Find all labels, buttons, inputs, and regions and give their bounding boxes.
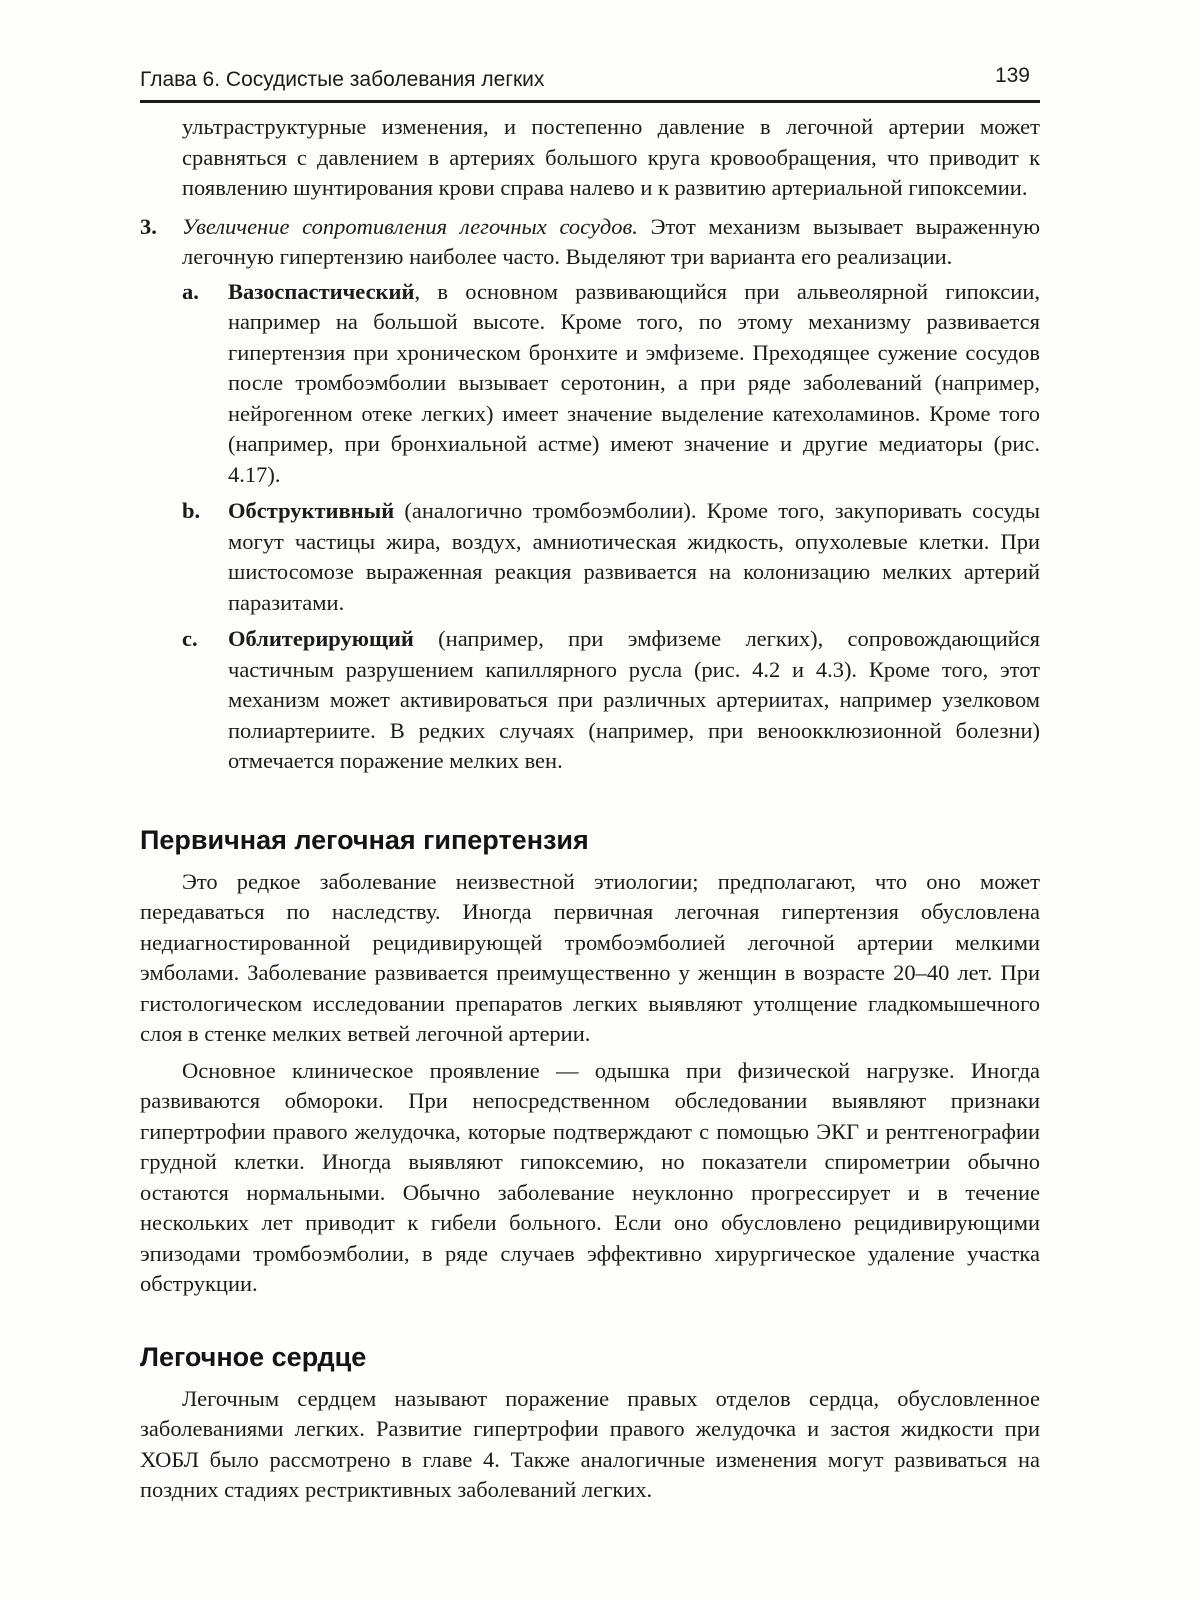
sub-item-a — [182, 277, 1040, 491]
continued-paragraph: ультраструктурные изменения, и постепенно давление в легочной артерии может сравняться с давлением в артериях большого круга кровообращения, что приводит к появлению шунтирования крови справа налево и к развитию артериальной гипоксемии. — [182, 114, 1040, 200]
sub-item-b — [182, 496, 1040, 618]
list-marker: 3. — [140, 213, 157, 239]
page-number: 139 — [994, 64, 1030, 87]
sub-item-paragraph — [228, 496, 1040, 618]
sub-item-marker: b. — [182, 498, 201, 523]
running-header — [140, 60, 1040, 103]
section-paragraph: Это редкое заболевание неизвестной этиологии; предполагают, что оно может передаваться по наследству. Иногда первичная легочная гипертензия обусловлена недиагностированной рецидивирующей тромбоэмболией легочной артерии мелкими эмболами. Заболевание развивается преимущественно у женщин в возрасте 20–40 лет. При гистологическом исследовании препаратов легких выявляют утолщение гладкомышечного слоя в стенке мелких ветвей легочной артерии. — [140, 868, 1040, 1046]
list-item-title: Увеличение сопротивления легочных сосудов. — [182, 213, 638, 239]
section-paragraph: Легочным сердцем называют поражение правых отделов сердца, обусловленное заболеваниями легких. Развитие гипертрофии правого желудочка и застоя жидкости при ХОБЛ было рассмотрено в главе 4. Также аналогичные изменения могут развиваться на поздних стадиях рестриктивных заболеваний легких. — [140, 1385, 1040, 1502]
section-paragraph: Основное клиническое проявление — одышка при физической нагрузке. Иногда развиваются обмороки. При непосредственном обследовании выявляют признаки гипертрофии правого желудочка, которые подтверждают с помощью ЭКГ и рентгенографии грудной клетки. Иногда выявляют гипоксемию, но показатели спирометрии обычно остаются нормальными. Обычно заболевание неуклонно прогрессирует и в течение нескольких лет приводит к гибели больного. Если оно обусловлено рецидивирующими эпизодами тромбоэмболии, в ряде случаев эффективно хирургическое удаление участка обструкции. — [140, 1057, 1040, 1296]
section-heading-cor-pulmonale: Легочное сердце — [140, 1341, 367, 1372]
sub-item-text: (аналогично тромбоэмболии). Кроме того, закупоривать сосуды могут частицы жира, воздух, амниотическая жидкость, опухолевые клетки. При шистосомозе выраженная реакция развивается на колонизацию мелких артерий паразитами. — [228, 498, 1040, 615]
sub-item-paragraph — [228, 624, 1040, 777]
sub-item-term: Вазоспастический — [228, 278, 415, 304]
sub-item-text: (например, при эмфиземе легких), сопровождающийся частичным разрушением капиллярного русла (рис. 4.2 и 4.3). Кроме того, этот механизм может активироваться при различных артериитах, например узелковом полиартериите. В редких случаях (например, при веноокклюзионной болезни) отмечается поражение мелких вен. — [228, 626, 1040, 773]
list-item-3 — [140, 212, 1040, 783]
running-title: Глава 6. Сосудистые заболевания легких — [140, 68, 545, 91]
sub-item-term: Обструктивный — [228, 498, 395, 523]
sub-item-paragraph — [228, 277, 1040, 491]
section-heading-primary-hypertension: Первичная легочная гипертензия — [140, 824, 589, 855]
sub-item-marker: a. — [182, 278, 199, 304]
sub-item-term: Облитерирующий — [228, 626, 414, 651]
sub-item-text: , в основном развивающийся при альвеолярной гипоксии, например на большой высоте. Кроме того, по этому механизму развивается гипертензия при хроническом бронхите и эмфиземе. Преходящее сужение сосудов после тромбоэмболии вызывает серотонин, а при ряде заболеваний (например, нейрогенном отеке легких) имеет значение выделение катехоламинов. Кроме того (например, при бронхиальной астме) имеют значение и другие медиаторы (рис. 4.17). — [228, 278, 1040, 487]
sub-item-c — [182, 624, 1040, 777]
list-item-text: Этот механизм вызывает выраженную легочную гипертензию наиболее часто. Выделяют три варианта его реализации. — [182, 213, 1040, 269]
sub-list — [182, 277, 1040, 777]
page-body — [140, 112, 1040, 1506]
list-item-paragraph — [182, 212, 1040, 273]
list-item-content — [182, 212, 1040, 783]
sub-item-marker: c. — [182, 626, 198, 651]
